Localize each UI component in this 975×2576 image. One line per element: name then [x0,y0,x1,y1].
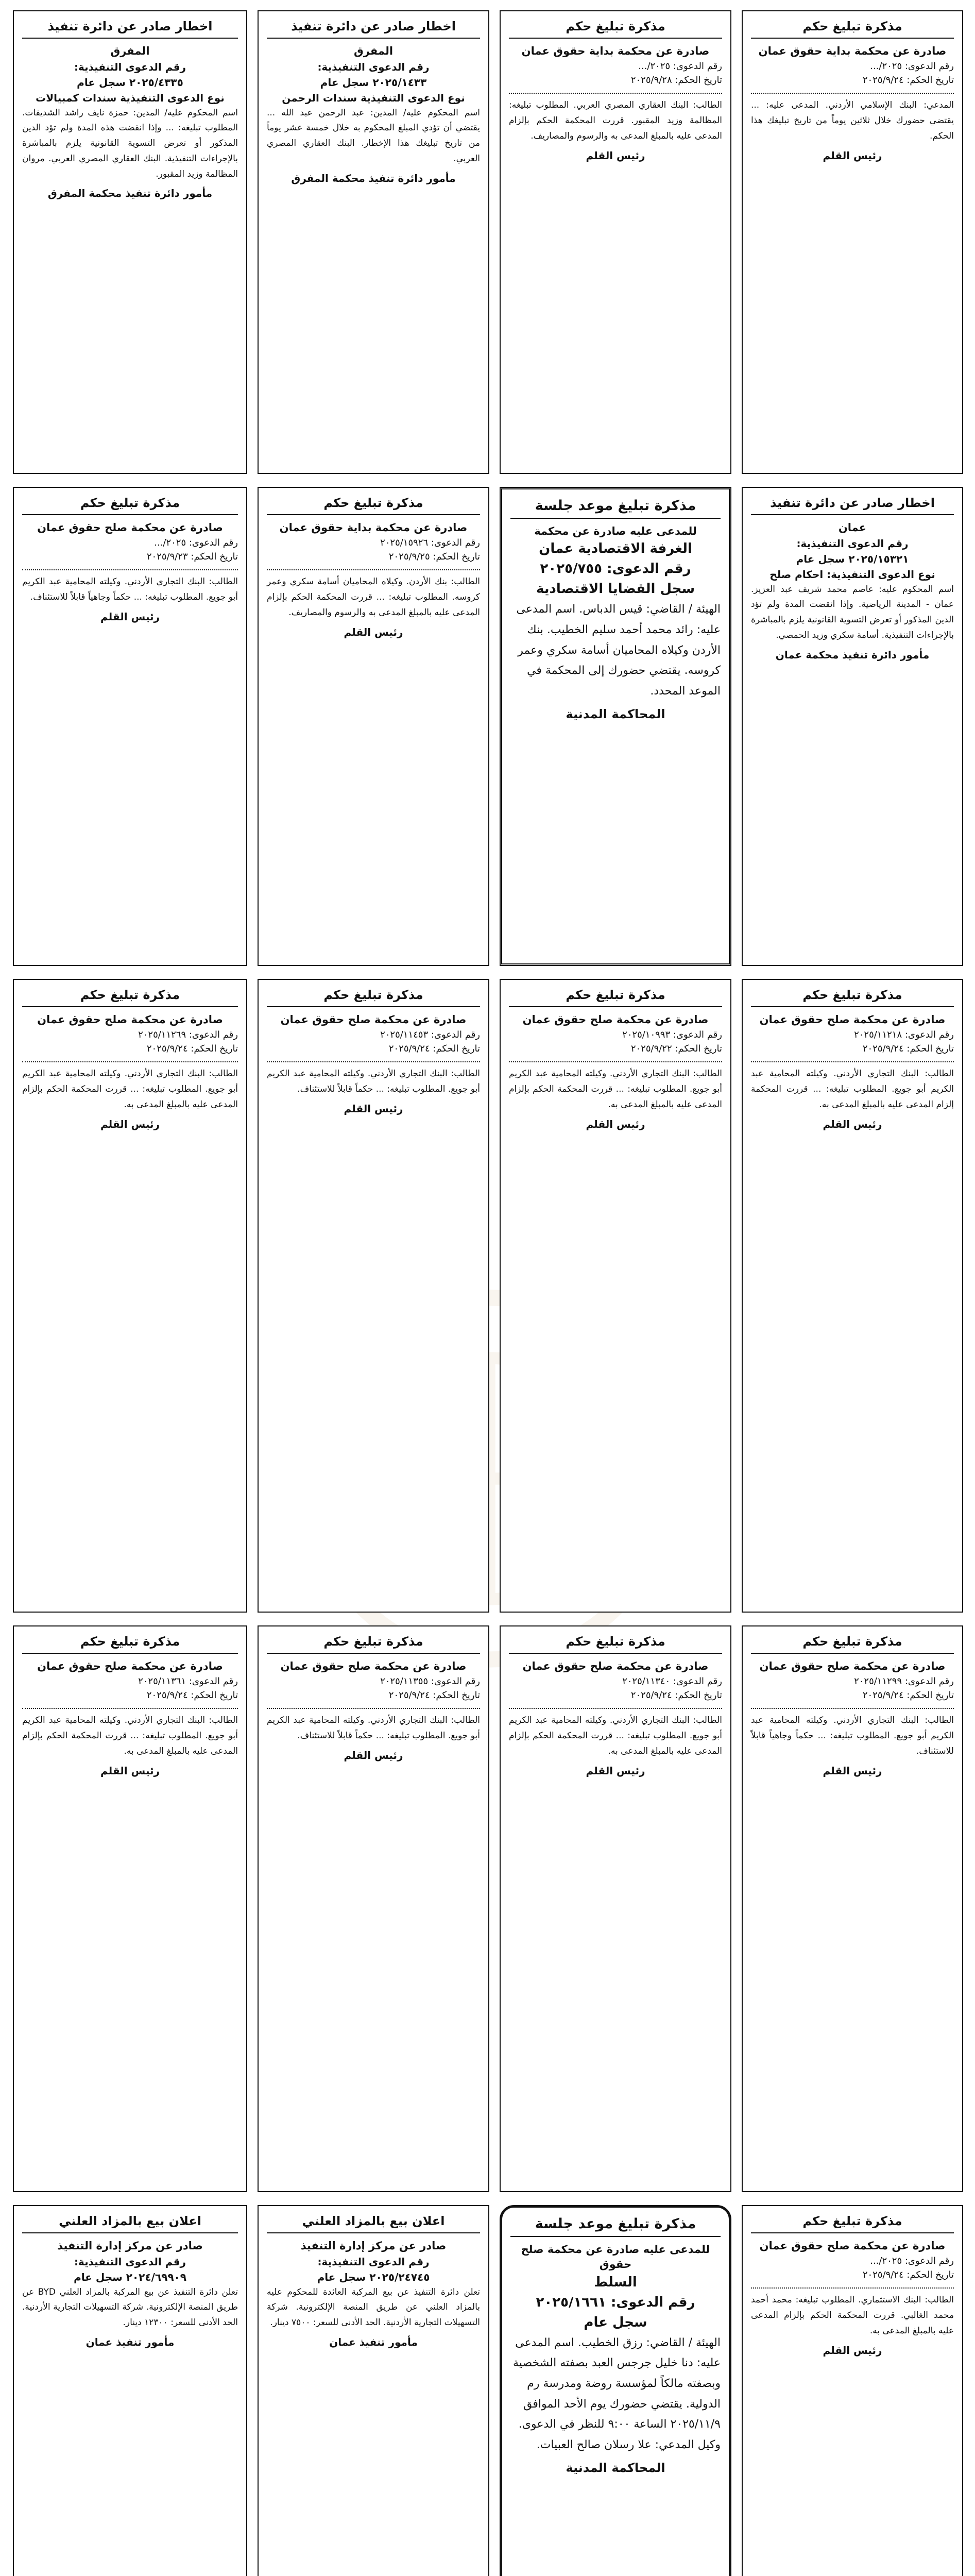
notice-signature: رئيس القلم [823,1764,882,1777]
notice-title: اخطار صادر عن دائرة تنفيذ [751,495,954,515]
notice-title: مذكرة تبليغ حكم [22,495,238,515]
notice-body: الطالب: البنك الاستثماري. المطلوب تبليغه: محمد أحمد محمد الغالبي. قررت المحكمة الحكم بإلزام المدعى عليه بالمبلغ المدعى به. [751,2295,954,2336]
notice-date: تاريخ الحكم: ٢٠٢٥/٩/٢٤ [862,1043,954,1055]
notice-signature: مأمور دائرة تنفيذ محكمة المفرق [47,187,213,200]
notice-body: الطالب: البنك التجاري الأردني. وكيلته المحامية عبد الكريم أبو جويع. المطلوب تبليغه: ... حكماً قابلاً للاستئناف. [267,1069,480,1095]
notice-court: المفرق [353,45,394,58]
notice-signature: رئيس القلم [823,1117,882,1130]
notice-title: مذكرة تبليغ حكم [509,987,722,1007]
notice-title: مذكرة تبليغ حكم [22,987,238,1007]
divider [751,2286,954,2289]
notice-court: صادرة عن محكمة صلح حقوق عمان [280,1013,467,1026]
notice-case-number: رقم الدعوى: ٢٠٢٥/١٦٦١ [536,2294,695,2310]
notice-case-number: رقم الدعوى: ٢٠٢٥/... [870,2255,954,2266]
notice-signature: رئيس القلم [586,1117,645,1130]
notice-date: تاريخ الحكم: ٢٠٢٥/٩/٢٢ [630,1043,722,1055]
notice-case-number: ٢٠٢٤/٦٩٩٠٩ سجل عام [74,2270,186,2283]
notice-title: مذكرة تبليغ حكم [509,1634,722,1654]
divider [267,1060,480,1062]
notice-case-number: رقم الدعوى: ٢٠٢٥/١٠٩٩٣ [622,1029,722,1040]
notice-case-label: رقم الدعوى التنفيذية: [796,537,909,550]
notice-title: مذكرة تبليغ حكم [509,19,722,39]
notice-signature: مأمور دائرة تنفيذ محكمة المفرق [291,172,456,184]
execution-notice [742,487,963,966]
hearing-notice [500,2205,731,2576]
divider [22,568,238,570]
notice-body: الهيئة / القاضي: رزق الخطيب. اسم المدعى عليه: دنا خليل جرجس العبد بصفته الشخصية وبصفته مالكاً لمؤسسة روضة ومدرسة رم الدولية. يقتضي حضورك يوم الأحد الموافق ٢٠٢٥/١١/٩ الساعة ٩:٠٠ للنظر في الدعوى. وكيل المدعي: علا رسلان صالح العبيات. [513,2336,721,2451]
notice-signature: المحاكمة المدنية [566,2461,665,2476]
court-notice [13,979,247,1613]
notice-court: صادرة عن محكمة صلح حقوق عمان [37,521,223,534]
notice-signature: رئيس القلم [344,1102,403,1115]
notice-case-number: ٢٠٢٥/٤٣٣٥ سجل عام [77,76,183,89]
notice-body: الطالب: بنك الأردن. وكيلاه المحاميان أسامة سكري وعمر كروسه. المطلوب تبليغه: ... قررت المحكمة الحكم بإلزام المدعى عليه بالمبلغ المدعى به والرسوم والمصاريف. [267,577,480,618]
notice-court: صادرة عن محكمة صلح حقوق عمان [37,1013,223,1026]
divider [751,92,954,94]
notice-date: تاريخ الحكم: ٢٠٢٥/٩/٢٣ [146,551,238,563]
notice-register: سجل عام [584,2314,647,2330]
notice-date: تاريخ الحكم: ٢٠٢٥/٩/٢٤ [862,1690,954,1701]
court-notice [500,10,731,474]
notice-body: اسم المحكوم عليه/ المدين: حمزة نايف راشد الشديفات. المطلوب تبليغه: ... وإذا انقضت هذه المدة ولم تؤد الدين المذكور أو تعرض التسوية القانونية يلزم بالمباشرة بالإجراءات التنفيذية. البنك العقاري المصري العربي. مروان المظالمة وزيد المقبور. [22,107,238,179]
auction-notice [258,2205,489,2576]
notice-case-number: ٢٠٢٥/١٥٣٢١ سجل عام [796,552,909,565]
notice-case-label: رقم الدعوى التنفيذية: [74,2255,186,2268]
auction-notice [13,2205,247,2576]
notice-register: سجل القضايا الاقتصادية [536,581,695,597]
notice-body: اسم المحكوم عليه/ المدين: عبد الرحمن عبد الله ... يقتضي أن تؤدي المبلغ المحكوم به خلال خمسة عشر يوماً من تاريخ تبليغك هذا الإخطار. البنك العقاري المصري العربي. [267,107,480,164]
notice-court: صادرة عن محكمة صلح حقوق عمان [522,1660,709,1673]
notice-case-number: رقم الدعوى: ٢٠٢٥/... [154,537,238,548]
notice-title: اعلان بيع بالمزاد العلني [22,2213,238,2233]
notice-title: مذكرة تبليغ حكم [751,1634,954,1654]
notice-case-label: رقم الدعوى التنفيذية: [317,2255,430,2268]
notice-signature: رئيس القلم [100,1764,160,1777]
notice-body: اسم المحكوم عليه: عاصم محمد شريف عبد العزيز. عمان - المدينة الرياضية. وإذا انقضت المدة ولم تؤد الدين المذكور أو تعرض التسوية القانونية يلزم بالمباشرة بالإجراءات التنفيذية. أسامة سكري وزيد الحمصي. [751,584,954,640]
notice-issuer: صادر عن مركز إدارة التنفيذ [300,2240,447,2252]
notice-body: الطالب: البنك التجاري الأردني. وكيلته المحامية عبد الكريم أبو جويع. المطلوب تبليغه: ... قررت المحكمة إلزام المدعى عليه بالمبلغ المدعى به. [751,1069,954,1110]
court-notice [258,1625,489,2192]
notice-case-label: رقم الدعوى التنفيذية: [317,60,430,73]
notice-date: تاريخ الحكم: ٢٠٢٥/٩/٢٤ [630,1690,722,1701]
notice-body: الطالب: البنك التجاري الأردني. وكيلته المحامية عبد الكريم أبو جويع. المطلوب تبليغه: ... قررت المحكمة الحكم بإلزام المدعى عليه بالمبلغ المدعى به. [22,1069,238,1110]
notice-body: الطالب: البنك التجاري الأردني. وكيلته المحامية عبد الكريم أبو جويع. المطلوب تبليغه: ... قررت المحكمة الحكم بإلزام المدعى عليه بالمبلغ المدعى به. [509,1715,722,1756]
notice-case-number: رقم الدعوى: ٢٠٢٥/١١٢١٨ [854,1029,954,1040]
notice-court: صادرة عن محكمة صلح حقوق عمان [522,1013,709,1026]
notice-signature: رئيس القلم [344,625,403,638]
notice-signature: مأمور تنفيذ عمان [85,2335,175,2348]
divider [751,1060,954,1062]
divider [267,568,480,570]
notice-date: تاريخ الحكم: ٢٠٢٥/٩/٢٤ [146,1690,238,1701]
notice-court: المفرق [110,45,150,58]
notice-signature: رئيس القلم [823,149,882,162]
divider [22,1707,238,1709]
notice-court: الغرفة الاقتصادية عمان [539,541,692,557]
notice-court: عمان [838,521,867,534]
court-notice [500,979,731,1613]
notice-issuer: صادر عن مركز إدارة التنفيذ [57,2240,203,2252]
notice-case-number: رقم الدعوى: ٢٠٢٥/١١٢٩٩ [854,1675,954,1687]
notice-title: اخطار صادر عن دائرة تنفيذ [22,19,238,39]
notice-title: مذكرة تبليغ حكم [267,987,480,1007]
notice-body: الطالب: البنك التجاري الأردني. وكيلته المحامية عبد الكريم أبو جويع. المطلوب تبليغه: ... حكماً وجاهياً قابلاً للاستئناف. [22,577,238,603]
divider [509,1707,722,1709]
notice-signature: رئيس القلم [586,149,645,162]
notice-signature: رئيس القلم [100,610,160,623]
divider [267,1707,480,1709]
notice-body: الطالب: البنك التجاري الأردني. وكيلته المحامية عبد الكريم أبو جويع. المطلوب تبليغه: ... حكماً قابلاً للاستئناف. [267,1715,480,1741]
notice-court: صادرة عن محكمة صلح حقوق عمان [759,1013,946,1026]
notice-case-type: نوع الدعوى التنفيذية سندات كمبيالات [36,91,225,104]
notice-body: تعلن دائرة التنفيذ عن بيع المركبة العائدة للمحكوم عليه بالمزاد العلني عن طريق المنصة الإلكترونية. شركة التسهيلات التجارية الأردنية. الحد الأدنى للسعر: ٧٥٠٠ دينار. [267,2286,480,2328]
notice-title: مذكرة تبليغ حكم [267,1634,480,1654]
notice-case-number: رقم الدعوى: ٢٠٢٥/٧٥٥ [540,561,691,577]
notice-body: الطالب: البنك التجاري الأردني. وكيلته المحامية عبد الكريم أبو جويع. المطلوب تبليغه: ... قررت المحكمة الحكم بإلزام المدعى عليه بالمبلغ المدعى به. [509,1069,722,1110]
notice-court: صادرة عن محكمة صلح حقوق عمان [759,1660,946,1673]
execution-notice [13,10,247,474]
court-notice [13,487,247,966]
notice-body: المدعي: البنك الإسلامي الأردني. المدعى عليه: ... يقتضي حضورك خلال ثلاثين يوماً من تاريخ تبليغك هذا الحكم. [751,100,954,141]
notice-body: الطالب: البنك التجاري الأردني. وكيلته المحامية عبد الكريم أبو جويع. المطلوب تبليغه: ... حكماً وجاهياً قابلاً للاستئناف. [751,1715,954,1756]
notice-signature: رئيس القلم [344,1749,403,1761]
notice-court: صادرة عن محكمة صلح حقوق عمان [37,1660,223,1673]
court-notice [742,10,963,474]
notice-case-number: رقم الدعوى: ٢٠٢٥/١١٢٦٩ [138,1029,238,1040]
notice-body: الطالب: البنك التجاري الأردني. وكيلته المحامية عبد الكريم أبو جويع. المطلوب تبليغه: ... قررت المحكمة الحكم بإلزام المدعى عليه بالمبلغ المدعى به. [22,1715,238,1756]
notice-case-number: رقم الدعوى: ٢٠٢٥/... [870,60,954,72]
notice-title: اعلان بيع بالمزاد العلني [267,2213,480,2233]
court-notice [258,487,489,966]
court-notice [742,1625,963,2192]
court-notice [742,2205,963,2576]
notice-case-type: نوع الدعوى التنفيذية: احكام صلح [769,568,935,581]
notice-title: مذكرة تبليغ حكم [751,987,954,1007]
notice-date: تاريخ الحكم: ٢٠٢٥/٩/٢٤ [388,1690,480,1701]
notice-date: تاريخ الحكم: ٢٠٢٥/٩/٢٤ [862,75,954,86]
notice-case-number: ٢٠٢٥/١٤٣٣ سجل عام [320,76,427,89]
notice-court: صادرة عن محكمة صلح حقوق عمان [759,2240,946,2252]
notice-date: تاريخ الحكم: ٢٠٢٥/٩/٢٤ [862,2269,954,2281]
notice-body: الطالب: البنك العقاري المصري العربي. المطلوب تبليغه: المظالمة وزيد المقبور. قررت المحكمة الحكم بإلزام المدعى عليه بالمبلغ المدعى به والرسوم والمصاريف. [509,100,722,141]
notice-signature: مأمور دائرة تنفيذ محكمة عمان [775,648,930,661]
notice-date: تاريخ الحكم: ٢٠٢٥/٩/٢٥ [388,551,480,563]
notice-date: تاريخ الحكم: ٢٠٢٥/٩/٢٨ [630,75,722,86]
notice-case-label: رقم الدعوى التنفيذية: [74,60,186,73]
notice-case-number: رقم الدعوى: ٢٠٢٥/١١٣٦١ [138,1675,238,1687]
notice-case-number: رقم الدعوى: ٢٠٢٥/١١٣٥٥ [380,1675,480,1687]
notice-case-type: نوع الدعوى التنفيذية سندات الرحمن [282,91,465,104]
notice-body: تعلن دائرة التنفيذ عن بيع المركبة بالمزاد العلني BYD عن طريق المنصة الإلكترونية. شركة التسهيلات التجارية الأردنية. الحد الأدنى للسعر: ١٢٣٠٠ دينار. [22,2286,238,2328]
notice-signature: رئيس القلم [586,1764,645,1777]
notice-case-number: رقم الدعوى: ٢٠٢٥/١١٣٤٠ [622,1675,722,1687]
court-notice [13,1625,247,2192]
hearing-notice [500,487,731,966]
notice-body: الهيئة / القاضي: قيس الدباس. اسم المدعى عليه: رائد محمد أحمد سليم الخطيب. بنك الأردن وكيلاه المحاميان أسامة سكري وعمر كروسه. يقتضي حضورك إلى المحكمة في الموعد المحدد. [516,603,721,698]
notice-title: اخطار صادر عن دائرة تنفيذ [267,19,480,39]
notice-subtitle: للمدعى عليه صادرة عن محكمة صلح حقوق [521,2243,710,2271]
notice-case-number: ٢٠٢٥/٢٤٧٤٥ سجل عام [317,2270,430,2283]
notice-date: تاريخ الحكم: ٢٠٢٥/٩/٢٤ [146,1043,238,1055]
notice-case-number: رقم الدعوى: ٢٠٢٥/١١٤٥٣ [380,1029,480,1040]
notice-title: مذكرة تبليغ حكم [267,495,480,515]
notice-court: صادرة عن محكمة بداية حقوق عمان [279,521,468,534]
notice-court: صادرة عن محكمة صلح حقوق عمان [280,1660,467,1673]
divider [22,1060,238,1062]
execution-notice [258,10,489,474]
court-notice [742,979,963,1613]
notice-title: مذكرة تبليغ موعد جلسة [510,497,721,519]
court-notice [258,979,489,1613]
notice-signature: رئيس القلم [100,1117,160,1130]
notice-title: مذكرة تبليغ موعد جلسة [510,2215,721,2237]
notice-court: صادرة عن محكمة بداية حقوق عمان [758,45,947,58]
notice-signature: المحاكمة المدنية [566,707,665,722]
divider [509,1060,722,1062]
notice-court: السلط [594,2274,637,2290]
notice-court: صادرة عن محكمة بداية حقوق عمان [521,45,710,58]
notice-signature: رئيس القلم [823,2344,882,2357]
notice-title: مذكرة تبليغ حكم [22,1634,238,1654]
notice-title: مذكرة تبليغ حكم [751,19,954,39]
notice-subtitle: للمدعى عليه صادرة عن محكمة [534,525,697,538]
divider [509,92,722,94]
notice-signature: مأمور تنفيذ عمان [329,2335,418,2348]
notice-case-number: رقم الدعوى: ٢٠٢٥/... [638,60,722,72]
notice-case-number: رقم الدعوى: ٢٠٢٥/١٥٩٢٦ [380,537,480,548]
notice-title: مذكرة تبليغ حكم [751,2213,954,2233]
notice-date: تاريخ الحكم: ٢٠٢٥/٩/٢٤ [388,1043,480,1055]
divider [751,1707,954,1709]
court-notice [500,1625,731,2192]
